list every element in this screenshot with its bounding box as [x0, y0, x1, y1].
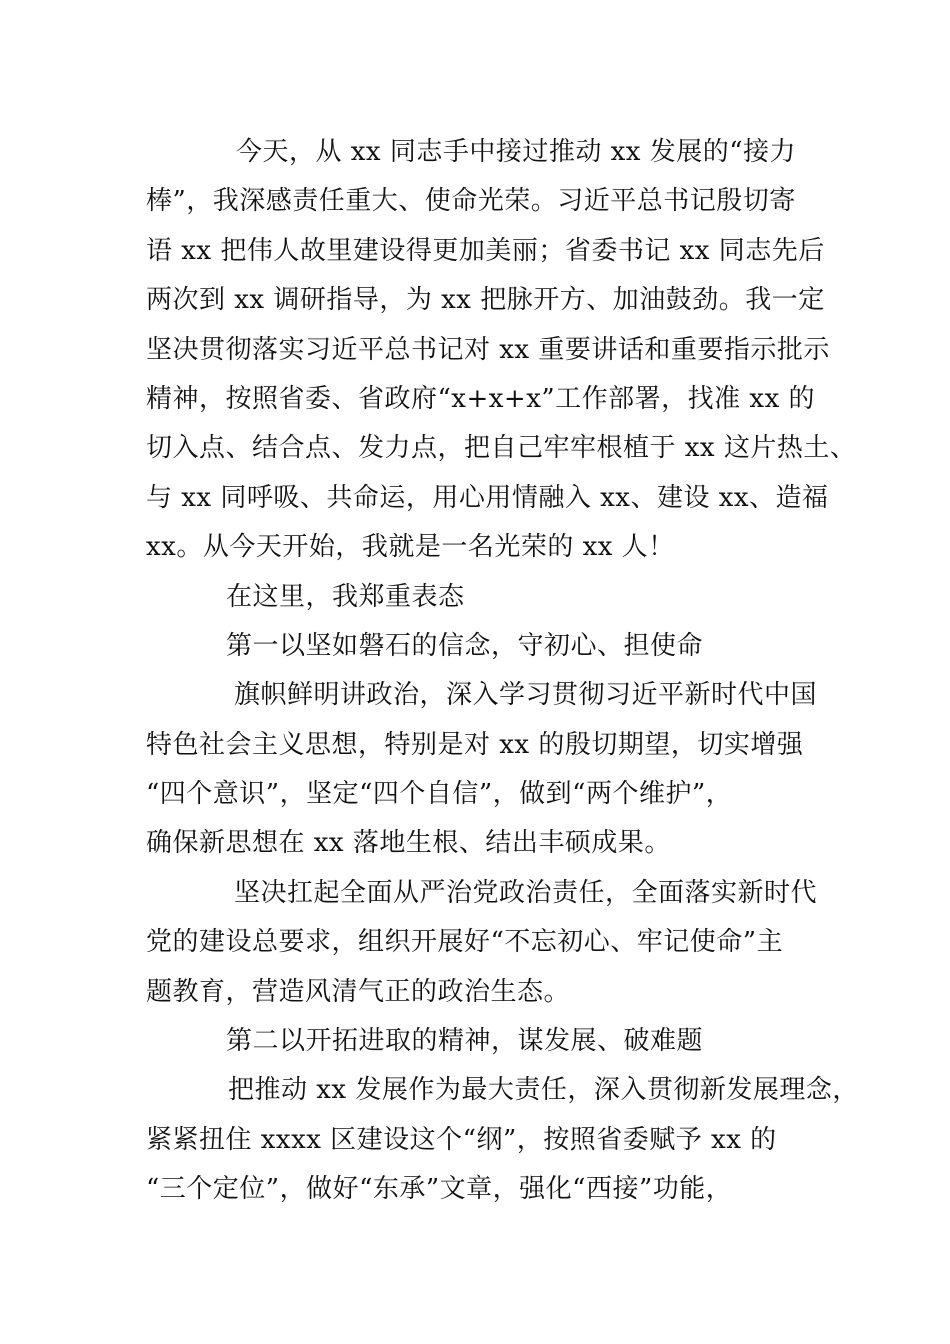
paragraph-1-line: 棒”，我深感责任重大、使命光荣。习近平总书记殷切寄	[146, 186, 796, 217]
paragraph-4-line: 紧紧扭住 xxxx 区建设这个“纲”，按照省委赋予 xx 的	[146, 1124, 777, 1155]
paragraph-1-line: 与 xx 同呼吸、共命运，用心用情融入 xx、建设 xx、造福	[146, 482, 829, 513]
paragraph-2-line: 特色社会主义思想，特别是对 xx 的殷切期望，切实增强	[146, 729, 804, 760]
paragraph-2-line: “四个意识”，坚定“四个自信”，做到“两个维护”，	[146, 779, 733, 810]
paragraph-1-line: 精神，按照省委、省政府“x+x+x”工作部署，找准 xx 的	[146, 383, 815, 414]
paragraph-2-line: 确保新思想在 xx 落地生根、结出丰硕成果。	[146, 828, 671, 859]
paragraph-1-line: 切入点、结合点、发力点，把自己牢牢根植于 xx 这片热土、	[146, 433, 857, 464]
paragraph-3-line: 党的建设总要求，组织开展好“不忘初心、牢记使命”主	[146, 927, 784, 958]
paragraph-1-line: xx。从今天开始，我就是一名光荣的 xx 人！	[146, 532, 675, 563]
paragraph-1-line: 语 xx 把伟人故里建设得更加美丽；省委书记 xx 同志先后	[146, 235, 825, 266]
paragraph-4-line: 把推动 xx 发展作为最大责任，深入贯彻新发展理念，	[228, 1075, 859, 1106]
document-body	[146, 128, 859, 1215]
statement-intro: 在这里，我郑重表态	[226, 581, 465, 612]
paragraph-1-line: 坚决贯彻落实习近平总书记对 xx 重要讲话和重要指示批示	[146, 334, 830, 365]
paragraph-3-line: 坚决扛起全面从严治党政治责任，全面落实新时代	[234, 877, 818, 908]
section-heading-2: 第二以开拓进取的精神，谋发展、破难题	[226, 1026, 704, 1057]
paragraph-3-line: 题教育，营造风清气正的政治生态。	[146, 976, 571, 1007]
paragraph-2-line: 旗帜鲜明讲政治，深入学习贯彻习近平新时代中国	[234, 680, 818, 711]
paragraph-1-line: 两次到 xx 调研指导，为 xx 把脉开方、加油鼓劲。我一定	[146, 285, 825, 316]
paragraph-4-line: “三个定位”，做好“东承”文章，强化“西接”功能，	[146, 1174, 733, 1205]
section-heading-1: 第一以坚如磐石的信念，守初心、担使命	[226, 630, 704, 661]
paragraph-1-line: 今天，从 xx 同志手中接过推动 xx 发展的“接力	[236, 137, 797, 167]
